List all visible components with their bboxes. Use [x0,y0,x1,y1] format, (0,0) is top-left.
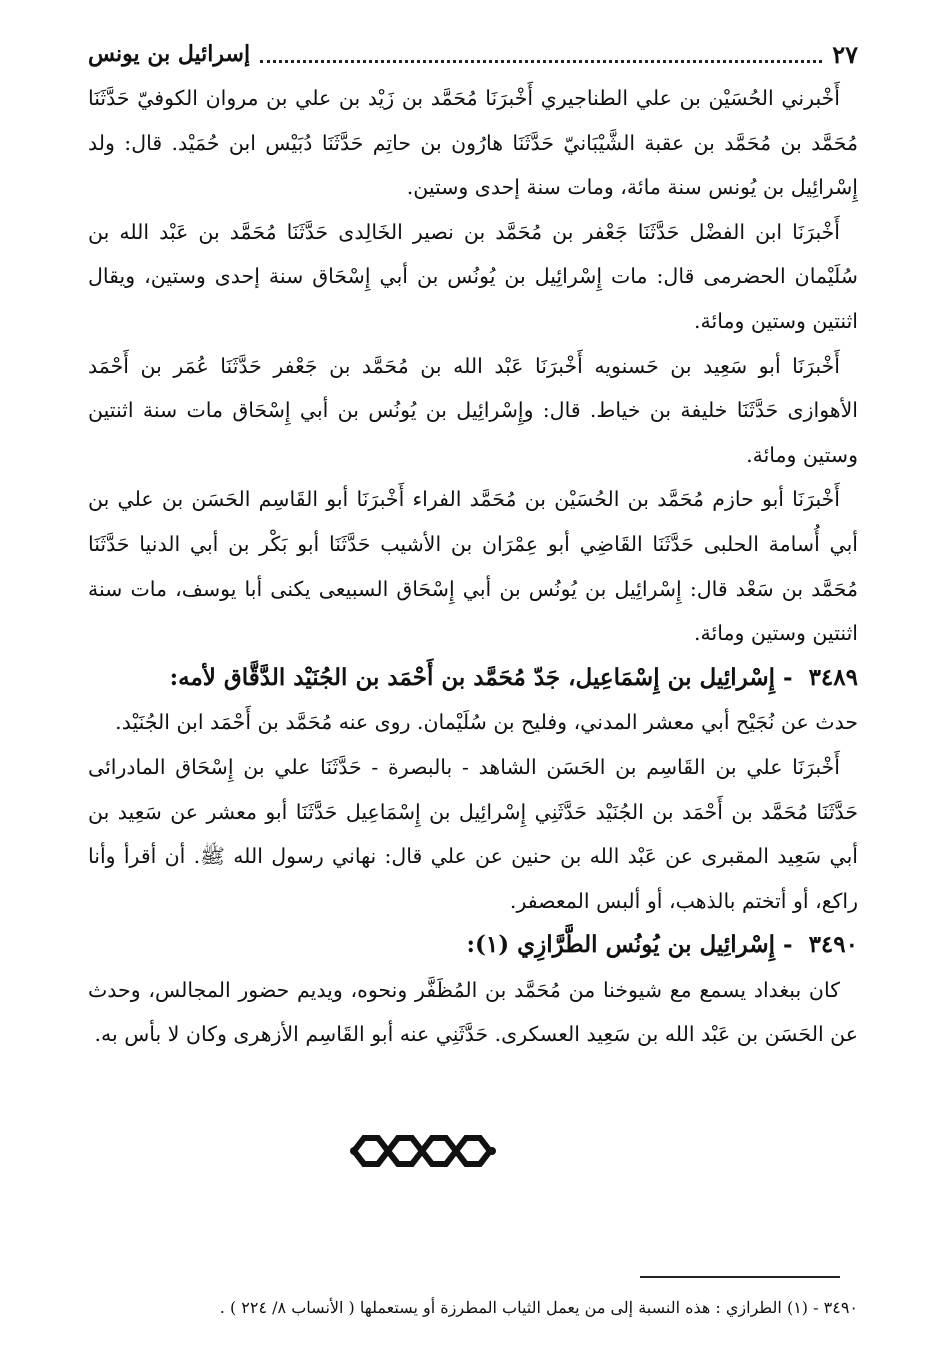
entry-number: ٣٤٨٩ [808,663,858,691]
narration-paragraph: أَخْبرَنَا أبو حازم مُحَمَّد بن الحُسَيْن بن مُحَمَّد الفراء أَخْبرَنَا أبو القَاسِم الحَسَن بن علي بن أبي أُسامة الحلبى حَدَّثَنَا القَاضِي أبو عِمْرَان بن الأشيب حَدَّثَنَا أبو بَكْر بن أبي الدنيا حَدَّثَنَا مُحَمَّد بن سَعْد قال: إِسْرائِيل بن يُونُس بن أبي إِسْحَاق السبيعى يكنى أبا يوسف، مات سنة اثنتين وستين ومائة. [88,487,858,646]
ornament-divider [348,1126,498,1176]
narration-paragraph: أَخْبرَنَا ابن الفضْل حَدَّثَنَا جَعْفر بن مُحَمَّد بن نصير الخَالِدى حَدَّثَنَا مُحَمَّد بن عَبْد الله بن سُلَيْمان الحضرمى قال: مات إِسْرائِيل بن يُونُس بن أبي إِسْحَاق سنة إحدى وستين، ويقال اثنتين وستين ومائة. [88,219,858,333]
header-dot-leader [260,46,822,63]
narration-paragraph: أَخْبرني الحُسَيْن بن علي الطناجيري أَخْبرَنَا مُحَمَّد بن زَيْد بن علي بن مروان الكوفيّ حَدَّثَنَا مُحَمَّد بن مُحَمَّد بن عقبة الشَّيْبَانيّ حَدَّثَنَا هارُون بن حاتِم حَدَّثَنَا دُبَيْس ابن حُمَيْد. قال: ولد إِسْرائِيل بن يُونس سنة مائة، ومات سنة إحدى وستين. [88,86,858,200]
narration-paragraph: أَخْبرَنَا أبو سَعِيد بن حَسنويه أَخْبرَنَا عَبْد الله بن مُحَمَّد بن جَعْفر حَدَّثَنَا عُمَر بن أَحْمَد الأهوازى حَدَّثَنَا خليفة بن خياط. قال: وإِسْرائِيل بن يُونُس بن أبي إِسْحَاق مات سنة اثنتين وستين ومائة. [88,353,858,467]
entry-number: ٣٤٩٠ [808,931,858,959]
page-body [88,76,858,1057]
running-header [88,32,858,76]
entry-title: إِسْرائِيل بن يُونُس الطَّرَّازِي (١): [466,931,776,959]
footnote-rule [640,1276,840,1278]
entry-heading: ٣٤٨٩ - إِسْرائِيل بن إِسْمَاعِيل، جَدّ مُحَمَّد بن أَحْمَد بن الجُنَيْد الدَّقَّاق لأمه: [169,663,858,691]
running-header-title: إسرائيل بن يونس [88,41,251,67]
entry-heading: ٣٤٩٠ - إِسْرائِيل بن يُونُس الطَّرَّازِي (١): [466,931,858,959]
page-number: ٢٧ [832,39,858,69]
footnote: ٣٤٩٠ - (١) الطرازي : هذه النسبة إلى من يعمل الثياب المطرزة أو يستعملها ( الأنساب ٨/ ٢٢٤ ) . [219,1298,858,1317]
entry-paragraph: حدث عن نُجَيْح أبي معشر المدني، وفليح بن سُلَيْمان. روى عنه مُحَمَّد بن أَحْمَد ابن الجُنَيْد. [115,710,858,735]
entry-paragraph: كان ببغداد يسمع مع شيوخنا من مُحَمَّد بن المُظَفَّر ونحوه، ويديم حضور المجالس، وحدث عن الحَسَن بن عَبْد الله بن سَعِيد العسكرى. حَدَّثَنِي عنه أبو القَاسِم الأزهرى وكان لا بأس به. [88,977,858,1047]
entry-title: إِسْرائِيل بن إِسْمَاعِيل، جَدّ مُحَمَّد بن أَحْمَد بن الجُنَيْد الدَّقَّاق لأمه: [169,663,776,691]
entry-paragraph: أَخْبرَنَا علي بن القَاسِم بن الحَسَن الشاهد - بالبصرة - حَدَّثَنَا علي بن إِسْحَاق المادرائى حَدَّثَنَا مُحَمَّد بن أَحْمَد بن الجُنَيْد حَدَّثَنِي إِسْرائِيل بن إِسْمَاعِيل حَدَّثَنَا أبو معشر عن سَعِيد بن أبي سَعِيد المقبرى عن عَبْد الله بن حنين عن علي قال: نهاني رسول الله ﷺ. أن أقرأ وأنا راكع، أو أتختم بالذهب، أو ألبس المعصفر. [88,754,858,913]
